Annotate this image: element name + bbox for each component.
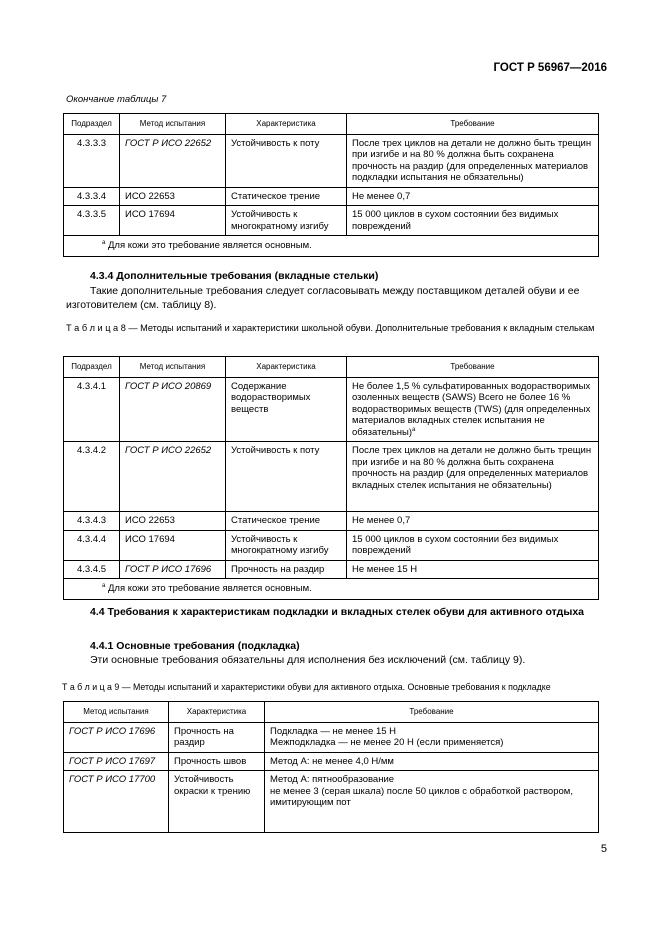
requirement-cell: После трех циклов на детали не должно быть трещин при изгибе и на 80 % должна быть сохранена прочность на раздир (для определенных материалов подкладки испытания не обязательны) [347,134,599,187]
subsection-cell: 4.3.4.4 [64,530,120,560]
header-cell: Требование [347,114,599,135]
subsection-cell: 4.3.4.1 [64,377,120,442]
characteristic-cell: Содержание водорастворимых веществ [226,377,347,442]
subsection-cell: 4.3.4.5 [64,560,120,579]
method-cell: ГОСТ Р ИСО 17696 [64,722,169,752]
table-row [64,530,599,560]
header-cell: Требование [347,357,599,378]
table9-caption: Т а б л и ц а 9 — Методы испытаний и характеристики обуви для активного отдыха. Основные требования к подкладке [62,682,551,692]
table-row [64,442,599,512]
header-cell: Характеристика [226,114,347,135]
header-cell: Требование [265,702,599,723]
characteristic-cell: Устойчивость к поту [226,134,347,187]
method-cell: ИСО 17694 [120,206,226,236]
document-header: ГОСТ Р 56967—2016 [493,62,607,74]
table-header-row [64,114,599,135]
header-cell: Подраздел [64,357,120,378]
requirement-cell: После трех циклов на детали не должно быть трещин при изгибе и на 80 % должна быть сохранена прочность на раздир (для определенных материалов вкладных стелек испытания не обязательны) [347,442,599,512]
table-row [64,206,599,236]
table-note-row [64,579,599,600]
subsection-cell: 4.3.4.2 [64,442,120,512]
requirement-cell: Не менее 0,7 [347,512,599,531]
characteristic-cell: Статическое трение [226,187,347,206]
method-cell: ГОСТ Р ИСО 22652 [120,442,226,512]
method-cell: ГОСТ Р ИСО 20869 [120,377,226,442]
table-row [64,187,599,206]
requirement-cell: Метод А: пятнообразование не менее 3 (серая шкала) после 50 циклов с обработкой раствором, имитирующим пот [265,771,599,833]
table-header-row [64,702,599,723]
subsection-cell: 4.3.4.3 [64,512,120,531]
requirement-cell: 15 000 циклов в сухом состоянии без видимых повреждений [347,206,599,236]
requirement-cell: Не менее 15 Н [347,560,599,579]
requirement-cell: Не более 1,5 % сульфатированных водорастворимых озоленных веществ (SAWS) Всего не более 16 % водорастворимых веществ (TWS) (для определенных материалов вкладных стелек испытания не обязательны)$^а$ [347,377,599,442]
page-number: 5 [600,843,607,855]
characteristic-cell: Прочность на раздир [169,722,265,752]
method-cell: ГОСТ Р ИСО 22652 [120,134,226,187]
requirement-cell: Не менее 0,7 [347,187,599,206]
table-row [64,752,599,771]
characteristic-cell: Устойчивость к поту [226,442,347,512]
table-row [64,560,599,579]
subsection-cell: 4.3.3.5 [64,206,120,236]
table-row [64,771,599,833]
characteristic-cell: Устойчивость окраски к трению [169,771,265,833]
table7-caption: Окончание таблицы 7 [66,94,167,105]
characteristic-cell: Прочность на раздир [226,560,347,579]
requirement-cell: Метод А: не менее 4,0 Н/мм [265,752,599,771]
section-text-434: Такие дополнительные требования следует согласовывать между поставщиком деталей обуви и ее изготовителем (см. таблицу 8). [66,285,580,311]
header-cell: Метод испытания [120,357,226,378]
header-cell: Характеристика [226,357,347,378]
table-footnote: $^а$ Для кожи это требование является основным. [64,579,599,600]
requirement-cell: 15 000 циклов в сухом состоянии без видимых повреждений [347,530,599,560]
section-title-44: 4.4 Требования к характеристикам подкладки и вкладных стелек обуви для активного отдыха [90,606,584,618]
table-row [64,377,599,442]
characteristic-cell: Прочность швов [169,752,265,771]
table8-caption: Т а б л и ц а 8 — Методы испытаний и характеристики школьной обуви. Дополнительные требования к вкладным стелькам [66,323,595,333]
header-cell: Характеристика [169,702,265,723]
header-cell: Метод испытания [64,702,169,723]
header-cell: Подраздел [64,114,120,135]
characteristic-cell: Устойчивость к многократному изгибу [226,206,347,236]
header-cell: Метод испытания [120,114,226,135]
characteristic-cell: Статическое трение [226,512,347,531]
table-note-row [64,236,599,257]
characteristic-cell: Устойчивость к многократному изгибу [226,530,347,560]
table-row [64,512,599,531]
method-cell: ИСО 17694 [120,530,226,560]
table-header-row [64,357,599,378]
table-row [64,134,599,187]
section-text-441: Эти основные требования обязательны для исполнения без исключений (см. таблицу 9). [90,654,526,666]
table-8 [63,356,599,600]
table-footnote: $^а$ Для кожи это требование является основным. [64,236,599,257]
section-title-441: 4.4.1 Основные требования (подкладка) [90,640,300,652]
subsection-cell: 4.3.3.3 [64,134,120,187]
table-row [64,722,599,752]
table-9 [63,701,599,833]
method-cell: ИСО 22653 [120,187,226,206]
section-title-434: 4.3.4 Дополнительные требования (вкладные стельки) [90,270,379,282]
requirement-cell: Подкладка — не менее 15 Н Межподкладка — не менее 20 Н (если применяется) [265,722,599,752]
method-cell: ГОСТ Р ИСО 17697 [64,752,169,771]
table-7-end [63,113,599,257]
method-cell: ГОСТ Р ИСО 17696 [120,560,226,579]
method-cell: ГОСТ Р ИСО 17700 [64,771,169,833]
subsection-cell: 4.3.3.4 [64,187,120,206]
method-cell: ИСО 22653 [120,512,226,531]
